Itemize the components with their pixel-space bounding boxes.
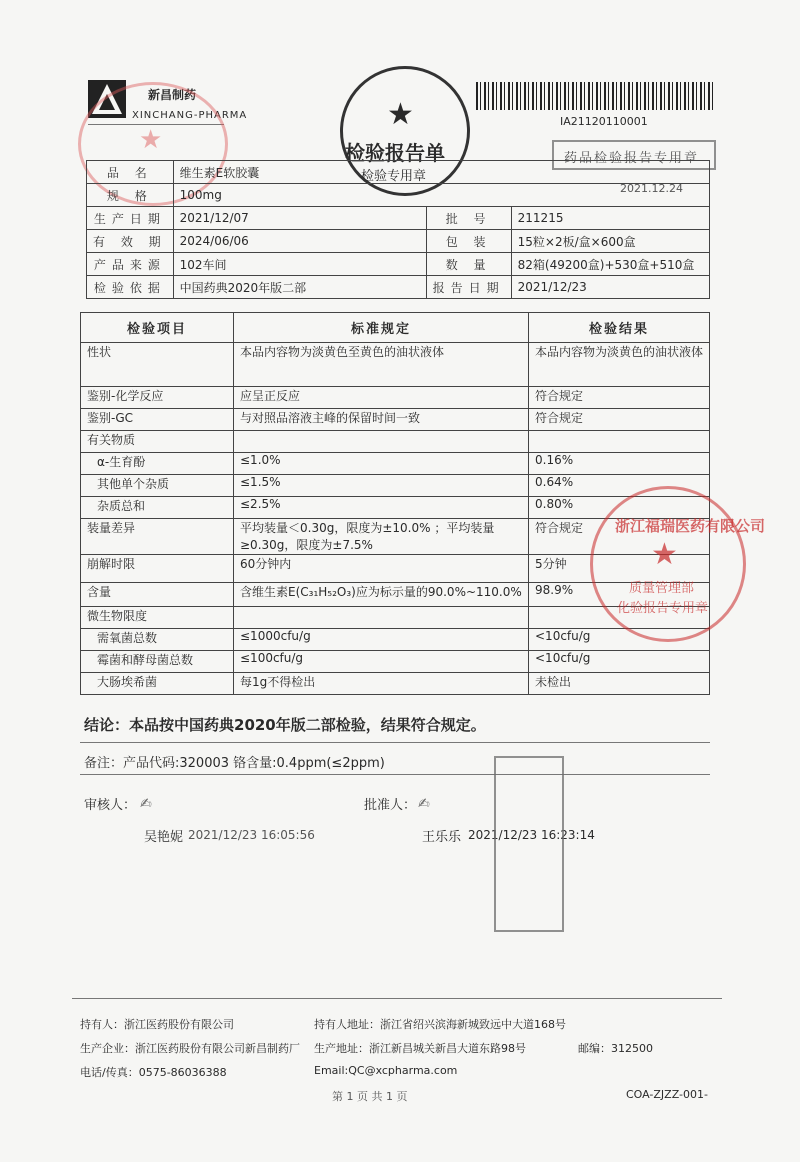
reviewer-name: 吴艳妮 [144, 830, 184, 845]
field-value: 2021/12/23 [511, 276, 709, 299]
reviewer-signature: ✍ [140, 796, 152, 812]
divider [80, 774, 710, 775]
field-value: 82箱(49200盒)+530盒+510盒 [511, 253, 709, 276]
row-result: 5分钟 [529, 555, 710, 583]
row-result: 0.80% [529, 497, 710, 519]
table-row [81, 475, 710, 497]
field-value: 102车间 [173, 253, 426, 276]
header-row [87, 161, 710, 184]
col-header-result: 检验结果 [529, 313, 710, 343]
row-standard: 本品内容物为淡黄色至黄色的油状液体 [234, 343, 529, 387]
header-row [87, 184, 710, 207]
report-stamp-date: 2021.12.24 [620, 182, 683, 195]
row-standard: ≤1.0% [234, 453, 529, 475]
row-item: 鉴别-化学反应 [81, 387, 234, 409]
row-result [529, 431, 710, 453]
field-value: 2024/06/06 [173, 230, 426, 253]
row-standard: 应呈正反应 [234, 387, 529, 409]
stamp-subtitle: 检验专用章 [361, 169, 427, 184]
approver-name: 王乐乐 [422, 830, 462, 845]
reviewer-datetime: 2021/12/23 16:05:56 [188, 828, 315, 842]
barcode [476, 82, 716, 110]
row-standard [234, 607, 529, 629]
red-stamp-top: 浙江福瑞医药有限公司 [615, 517, 766, 535]
row-result: 0.16% [529, 453, 710, 475]
postcode: 邮编：312500 [578, 1042, 653, 1055]
row-item: 其他单个杂质 [81, 475, 234, 497]
header-row [87, 230, 710, 253]
row-result: 符合规定 [529, 387, 710, 409]
row-item: 含量 [81, 583, 234, 607]
approver-signature: ✍ [418, 796, 430, 812]
table-row [81, 629, 710, 651]
field-value: 2021/12/07 [173, 207, 426, 230]
field-label: 报告日期 [426, 276, 511, 299]
holder-address: 持有人地址：浙江省绍兴滨海新城致远中大道168号 [314, 1018, 566, 1031]
field-label: 产品来源 [87, 253, 174, 276]
row-result: <10cfu/g [529, 651, 710, 673]
row-result: 符合规定 [529, 519, 710, 555]
field-label: 检验依据 [87, 276, 174, 299]
reviewer-label: 审核人： [84, 798, 137, 813]
row-standard: 含维生素E(C₃₁H₅₂O₃)应为标示量的90.0%~110.0% [234, 583, 529, 607]
field-label: 生产日期 [87, 207, 174, 230]
results-table [80, 312, 710, 695]
row-standard: ≤1000cfu/g [234, 629, 529, 651]
company-name-cn: 新昌制药 [148, 88, 197, 102]
field-value: 100mg [173, 184, 709, 207]
row-standard: 每1g不得检出 [234, 673, 529, 695]
copy-stamp [494, 756, 564, 932]
stamp-title: 检验报告单 [345, 141, 445, 165]
table-row [81, 387, 710, 409]
row-item: 需氧菌总数 [81, 629, 234, 651]
approver-label: 批准人： [364, 798, 417, 813]
phone: 电话/传真：0575-86036388 [80, 1066, 227, 1079]
table-row [81, 409, 710, 431]
field-value: 211215 [511, 207, 709, 230]
red-stamp-middle: 质量管理部 [629, 581, 695, 596]
row-item: 鉴别-GC [81, 409, 234, 431]
report-number: IA21120110001 [560, 115, 648, 128]
row-item: 微生物限度 [81, 607, 234, 629]
row-item: 性状 [81, 343, 234, 387]
field-value: 15粒×2板/盒×600盒 [511, 230, 709, 253]
field-value: 维生素E软胶囊 [173, 161, 709, 184]
row-result: 0.64% [529, 475, 710, 497]
inspection-stamp: ★ 检验报告单 检验专用章 [340, 66, 470, 196]
row-standard [234, 431, 529, 453]
row-item: 杂质总和 [81, 497, 234, 519]
row-item: 有关物质 [81, 431, 234, 453]
producer: 生产企业：浙江医药股份有限公司新昌制药厂 [80, 1042, 300, 1055]
email: Email:QC@xcpharma.com [314, 1064, 458, 1077]
header-row [87, 253, 710, 276]
col-header-item: 检验项目 [81, 313, 234, 343]
remark: 备注：产品代码:320003 铬含量:0.4ppm(≤2ppm) [84, 756, 385, 771]
pink-stamp: ★ [78, 82, 228, 206]
header-table [86, 160, 710, 299]
report-stamp-text: 药品检验报告专用章 [564, 151, 700, 166]
row-standard: ≤2.5% [234, 497, 529, 519]
field-value: 中国药典2020年版二部 [173, 276, 426, 299]
conclusion: 结论：本品按中国药典2020年版二部检验，结果符合规定。 [84, 716, 486, 734]
table-row [81, 673, 710, 695]
row-standard: ≤1.5% [234, 475, 529, 497]
row-item: 装量差异 [81, 519, 234, 555]
divider [80, 742, 710, 743]
company-name-en: XINCHANG-PHARMA [132, 110, 248, 121]
row-result: 符合规定 [529, 409, 710, 431]
page-number: 第 1 页 共 1 页 [332, 1090, 408, 1103]
field-label: 规 格 [87, 184, 174, 207]
quality-dept-stamp: 浙江福瑞医药有限公司 ★ 质量管理部 化验报告专用章 [590, 486, 746, 642]
table-row [81, 453, 710, 475]
row-standard: 60分钟内 [234, 555, 529, 583]
row-item: 霉菌和酵母菌总数 [81, 651, 234, 673]
row-item: 大肠埃希菌 [81, 673, 234, 695]
row-item: 崩解时限 [81, 555, 234, 583]
row-result: 本品内容物为淡黄色的油状液体 [529, 343, 710, 387]
row-result: 未检出 [529, 673, 710, 695]
holder: 持有人：浙江医药股份有限公司 [80, 1018, 234, 1031]
field-label: 有 效 期 [87, 230, 174, 253]
results-header-row [81, 313, 710, 343]
col-header-standard: 标准规定 [234, 313, 529, 343]
table-row [81, 343, 710, 387]
field-label: 数 量 [426, 253, 511, 276]
field-label: 包 装 [426, 230, 511, 253]
footer-divider [72, 998, 722, 999]
field-label: 批 号 [426, 207, 511, 230]
row-standard: 与对照品溶液主峰的保留时间一致 [234, 409, 529, 431]
row-result: 98.9% [529, 583, 710, 607]
table-row [81, 651, 710, 673]
approver-datetime: 2021/12/23 16:23:14 [468, 828, 595, 842]
producer-address: 生产地址：浙江新昌城关新昌大道东路98号 [314, 1042, 526, 1055]
field-label: 品 名 [87, 161, 174, 184]
header-row [87, 207, 710, 230]
red-stamp-bottom: 化验报告专用章 [617, 601, 709, 616]
row-standard: ≤100cfu/g [234, 651, 529, 673]
doc-code: COA-ZJZZ-001- [626, 1088, 708, 1101]
row-result: <10cfu/g [529, 629, 710, 651]
header-row [87, 276, 710, 299]
row-item: α-生育酚 [81, 453, 234, 475]
row-standard: 平均装量＜0.30g，限度为±10.0% ；平均装量≥0.30g，限度为±7.5% [234, 519, 529, 555]
table-row [81, 431, 710, 453]
